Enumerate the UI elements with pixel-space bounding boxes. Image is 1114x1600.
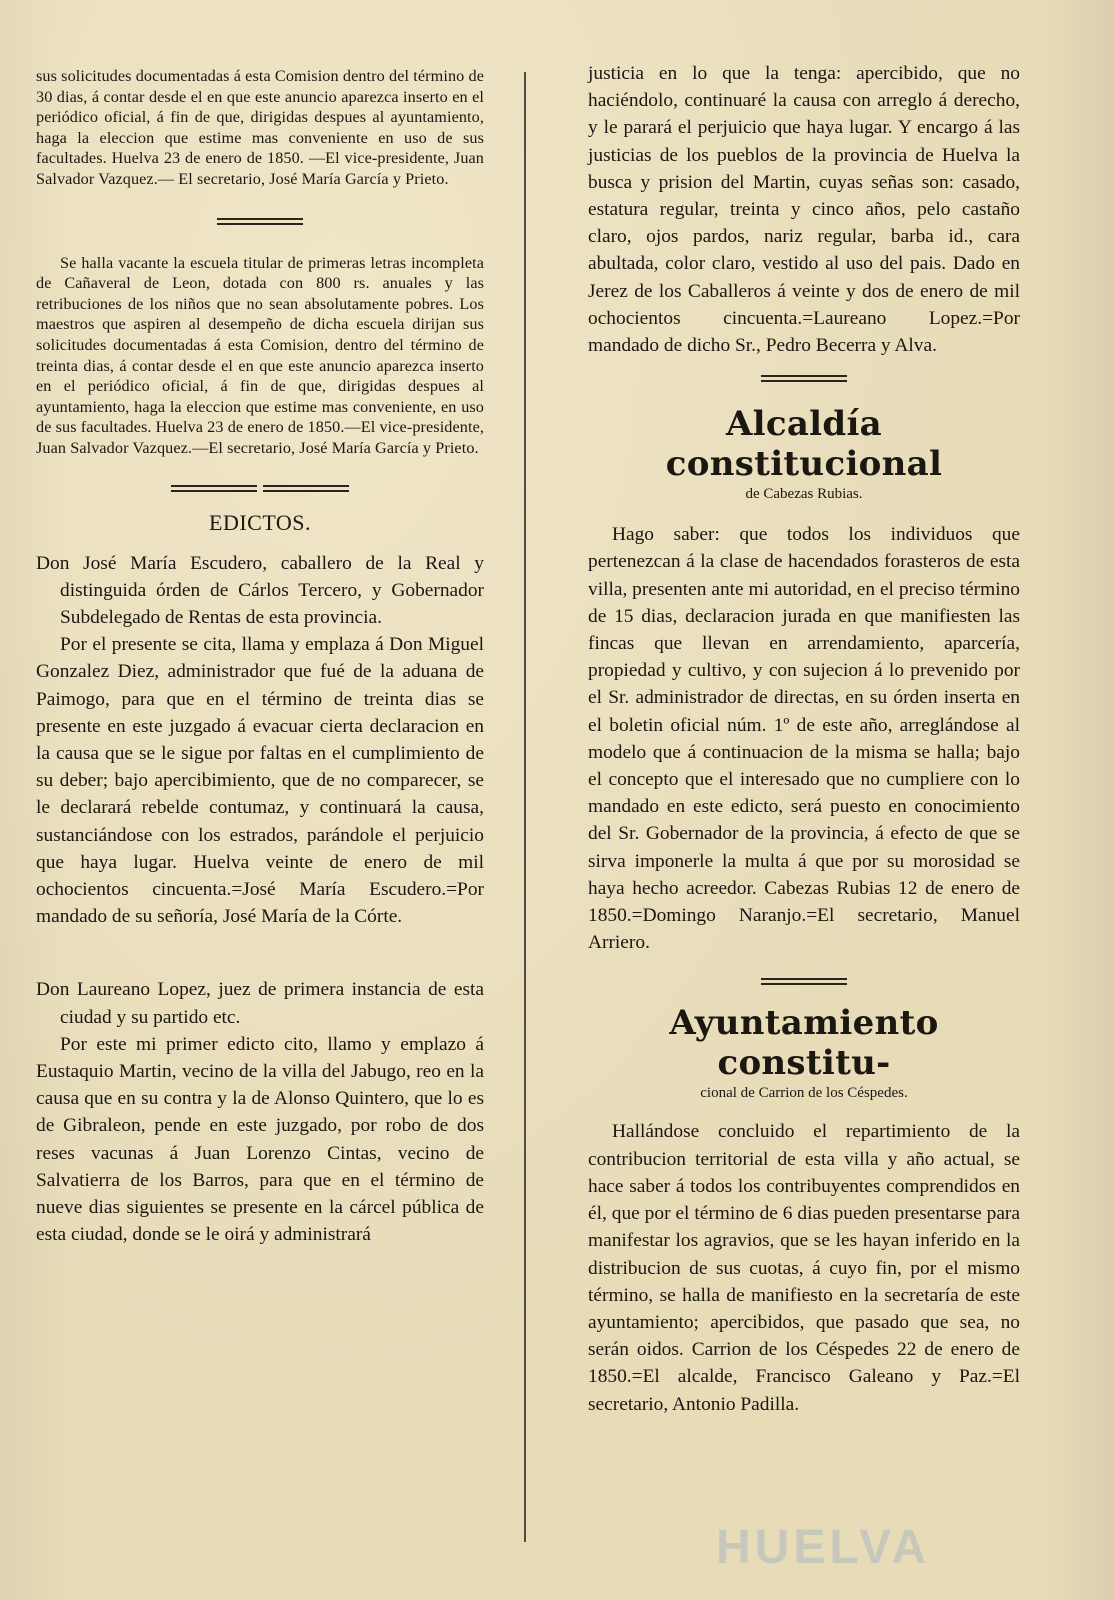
- edict-2-body: Por este mi primer edicto cito, llamo y emplazo á Eustaquio Martin, vecino de la villa del Jabugo, reo en la causa que en su contra y la de Alonso Quintero, que lo es de Gibraleon, pende en este juzgado, por robo de dos reses vacunas á Juan Lorenzo Cintas, vecino de Salvatierra de los Barros, para que en el término de nueve dias siguientes se presente en la cárcel pública de esta ciudad, donde se le oirá y administrará: [36, 1033, 484, 1246]
- column-divider: [524, 72, 526, 1542]
- school-vacancy-notice: Se halla vacante la escuela titular de primeras letras incompleta de Cañaveral de Leon, dotada con 800 rs. anuales y las retribuciones de los niños que no sean absolutamente pobres. Los maestros que aspiren al desempeño de dicha escuela dirijan sus solicitudes documentadas á esta Comision, dentro del término de treinta dias, á contar desde el en que este anuncio aparezca inserto en el periódico oficial, á fin de que, dirigidas despues al ayuntamiento, haga la eleccion que estime mas conveniente, en uso de sus facultades. Huelva 23 de enero de 1850.—El vice-presidente, Juan Salvador Vazquez.—El secretario, José María García y Prieto.: [36, 253, 485, 457]
- section-subheading-alcaldia: de Cabezas Rubias.: [745, 486, 863, 503]
- notice-text: sus solicitudes documentadas á esta Comision dentro del término de 30 dias, á contar desde el en que este anuncio aparezca inserto en el periódico oficial, á fin de que, dirigidas despues al ayuntamiento, haga la eleccion que estime mas conveniente en uso de sus facultades. Huelva 23 de enero de 1850. —El vice-presidente, Juan Salvador Vazquez.— El secretario, José María García y Prieto.: [36, 67, 484, 188]
- alcaldia-notice: Hago saber: que todos los individuos que pertenezcan á la clase de hacendados forasteros de esta villa, presenten ante mi autoridad, en el preciso término de 15 dias, declaracion jurada en que manifiesten las fincas que llevan en arrendamiento, aparcería, propiedad y cultivo, y con sujecion á lo prevenido por el Sr. administrador de directas, en su órden inserta en el boletin oficial núm. 1º de este año, arreglándose al modelo que á continuacion de la misma se halla; bajo el concepto que el interesado que no cumpliere con lo mandado en este edicto, será puesto en conocimiento del Sr. Gobernador de la provincia, á efecto de que se sirva imponerle la multa á que por su morosidad se haya hecho acreedor. Cabezas Rubias 12 de enero de 1850.=Domingo Naranjo.=El secretario, Manuel Arriero.: [588, 524, 1020, 954]
- section-subheading-ayuntamiento: cional de Carrion de los Céspedes.: [700, 1085, 908, 1102]
- section-heading-ayuntamiento: Ayuntamiento constitu-: [669, 1003, 939, 1084]
- double-separator: [36, 485, 484, 492]
- separator: [761, 375, 847, 382]
- watermark-logo: HUELVA: [716, 1521, 931, 1574]
- edict-2-title: Don Laureano Lopez, juez de primera instancia de esta ciudad y su partido etc.: [36, 979, 484, 1028]
- left-column: [36, 60, 484, 1248]
- right-column: [588, 60, 1020, 1418]
- edict-1-title: Don José María Escudero, caballero de la Real y distinguida órden de Cárlos Tercero, y Gobernador Subdelegado de Rentas de esta provincia.: [36, 552, 484, 628]
- edict-2-continuation: justicia en lo que la tenga: apercibido, que no haciéndolo, continuaré la causa con arreglo á derecho, y le parará el perjuicio que haya lugar. Y encargo á las justicias de los pueblos de la provincia de Huelva la busca y prision del Martin, cuyas señas son: casado, estatura regular, treinta y cinco años, pelo castaño claro, ojos pardos, nariz regular, barba id., cara abultada, color claro, vestido al uso del pais. Dado en Jerez de los Caballeros á veinte y dos de enero de mil ochocientos cincuenta.=Laureano Lopez.=Por mandado de dicho Sr., Pedro Becerra y Alva.: [588, 63, 1020, 357]
- separator: [217, 218, 303, 225]
- ayuntamiento-notice: Hallándose concluido el repartimiento de la contribucion territorial de esta villa y año actual, se hace saber á todos los contribuyentes comprendidos en él, que por el término de 6 dias pueden presentarse para manifestar los agravios, que se les hayan inferido en la distribucion de sus cuotas, á cuyo fin, por el mismo término, se halla de manifiesto en la secretaría de este ayuntamiento; apercibidos, que pasado que sea, no serán oidos. Carrion de los Céspedes 22 de enero de 1850.=El alcalde, Francisco Galeano y Paz.=El secretario, Antonio Padilla.: [588, 1121, 1020, 1415]
- edict-1-body: Por el presente se cita, llama y emplaza á Don Miguel Gonzalez Diez, administrador que fué de la aduana de Paimogo, para que en el término de treinta dias se presente en este juzgado á evacuar cierta declaracion en la causa que se le sigue por faltas en el cumplimiento de su deber; bajo apercibimiento, que de no comparecer, se le declarará rebelde contumaz, y continuará la causa, sustanciándose con los estrados, parándole el perjuicio que haya lugar. Huelva veinte de enero de mil ochocientos cincuenta.=José María Escudero.=Por mandado de su señoría, José María de la Córte.: [36, 634, 484, 928]
- section-heading-alcaldia: Alcaldía constitucional: [665, 404, 943, 485]
- section-heading-edictos: EDICTOS.: [209, 509, 311, 535]
- separator: [761, 978, 847, 985]
